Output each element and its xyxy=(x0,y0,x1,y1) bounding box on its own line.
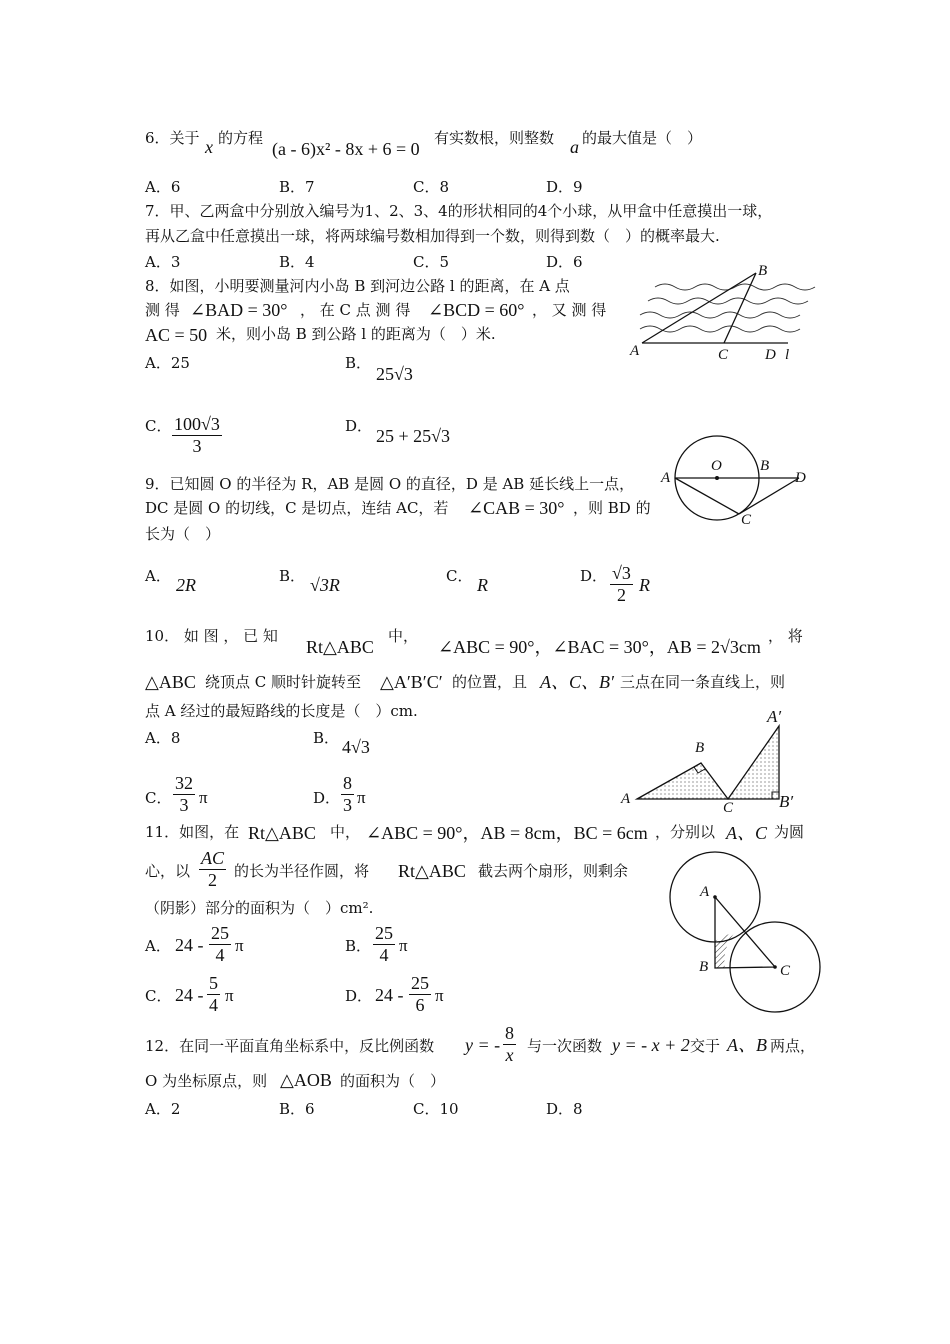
q7-option-c: C．5 xyxy=(413,253,450,271)
q12-denominator: x xyxy=(505,1045,514,1065)
q8-option-d-value: 25 + 25√3 xyxy=(376,426,451,446)
q8-option-b-label: B． xyxy=(345,354,372,372)
q8-line2-c: ， 又 测 得 xyxy=(532,301,607,319)
q6-equation: (a - 6)x² - 8x + 6 = 0 xyxy=(272,139,420,159)
q8-label-b: B xyxy=(758,263,768,279)
q11-option-b-denominator: 4 xyxy=(379,945,389,965)
q11-option-d-prefix: 24 - xyxy=(375,985,404,1005)
q9-line2-a: DC 是圆 O 的切线，C 是切点，连结 AC，若 xyxy=(145,499,449,517)
q10-label-a: A xyxy=(621,791,631,807)
q11-line1-d: 为圆 xyxy=(774,823,805,841)
q8-option-a: A．25 xyxy=(145,354,190,372)
q9-option-d-var: R xyxy=(639,575,650,595)
q12-numerator: 8 xyxy=(505,1023,514,1043)
q6-text-d: 的最大值是（ ） xyxy=(582,129,703,147)
q10-conditions: ∠ABC = 90°，∠BAC = 30°，AB = 2√3cm xyxy=(438,637,761,657)
q11-option-d-fraction xyxy=(409,973,431,1016)
q11-option-c-prefix: 24 - xyxy=(175,985,204,1005)
q11-line1-b: 中， xyxy=(330,823,361,841)
q9-option-d-label: D． xyxy=(580,567,608,585)
q9-center-dot xyxy=(715,476,719,480)
q10-option-c-fraction xyxy=(173,773,195,816)
q11-option-d-pi: π xyxy=(435,986,444,1005)
q9-lines xyxy=(675,478,799,514)
q11-line1-a: 11．如图，在 xyxy=(145,823,240,841)
q10-line3: 点 A 经过的最短路线的长度是（ ）cm. xyxy=(145,702,418,720)
q8-line1: 8．如图，小明要测量河内小岛 B 到河边公路 l 的距离，在 A 点 xyxy=(145,277,570,295)
q11-rt-triangle: Rt△ABC xyxy=(248,823,316,843)
q7-option-b: B．4 xyxy=(279,253,315,271)
q11-option-b-numerator: 25 xyxy=(375,923,393,943)
q7-line2: 再从乙盒中任意摸出一球，将两球编号数相加得到一个数，则得到数（ ）的概率最大. xyxy=(145,227,720,245)
q10-option-d-denominator: 3 xyxy=(343,795,352,815)
q9-label-b: B xyxy=(760,458,770,474)
q8-line2-a: 测 得 xyxy=(145,301,180,319)
q6-option-b: B．7 xyxy=(279,178,315,196)
q11-label-a: A xyxy=(700,884,710,900)
q11-option-a-fraction xyxy=(209,923,231,966)
q8-option-c-label: C． xyxy=(145,417,172,435)
q9-option-d-numerator: √3 xyxy=(612,563,631,583)
q9-line3: 长为（ ） xyxy=(145,525,221,543)
q10-option-c-pi: π xyxy=(199,788,208,807)
q11-option-d-denominator: 6 xyxy=(415,995,425,1015)
q11-option-c-numerator: 5 xyxy=(209,973,218,993)
q12-option-c: C．10 xyxy=(413,1100,459,1118)
q12-linear-function: y = - x + 2 xyxy=(612,1035,690,1055)
q10-line1-b: 中， xyxy=(388,627,419,645)
q11-label-c: C xyxy=(780,963,791,979)
q10-line1-c: ， 将 xyxy=(768,627,803,645)
q11-option-a-prefix: 24 - xyxy=(175,935,204,955)
q9-label-c: C xyxy=(741,512,752,528)
q12-triangle-aob: △AOB xyxy=(280,1070,332,1090)
q12-line1-b: 与一次函数 xyxy=(527,1037,603,1055)
q10-figure xyxy=(615,700,815,815)
q8-angle-bcd: ∠BCD = 60° xyxy=(428,300,525,320)
q11-option-a-label: A． xyxy=(145,937,171,955)
q11-option-a-denominator: 4 xyxy=(215,945,225,965)
q8-label-l: l xyxy=(785,347,790,363)
q11-line3: （阴影）部分的面积为（ ）cm². xyxy=(145,899,374,917)
q9-label-d: D xyxy=(795,470,806,486)
q6-text-b: 的方程 xyxy=(218,129,264,147)
q11-option-a-pi: π xyxy=(235,936,244,955)
q11-line1-c: ，分别以 xyxy=(655,823,716,841)
q10-option-b-label: B． xyxy=(313,729,340,747)
q11-conditions: ∠ABC = 90°，AB = 8cm，BC = 6cm xyxy=(366,823,648,843)
q12-reciprocal-fraction xyxy=(503,1023,516,1066)
q9-figure xyxy=(655,430,815,530)
q8-option-c-fraction xyxy=(172,414,222,457)
q9-option-a-value: 2R xyxy=(176,575,196,595)
q10-option-c-numerator: 32 xyxy=(175,773,193,793)
q9-angle-cab: ∠CAB = 30° xyxy=(468,498,565,518)
q10-label-b: B xyxy=(695,740,705,756)
q8-option-b-value: 25√3 xyxy=(376,364,413,384)
q9-option-d-denominator: 2 xyxy=(616,585,626,605)
q12-line1-a: 12．在同一平面直角坐标系中，反比例函数 xyxy=(145,1037,435,1055)
q12-line1-d: 两点， xyxy=(770,1037,816,1055)
q11-figure xyxy=(665,850,830,1015)
q12-line2-b: 的面积为（ ） xyxy=(340,1072,446,1090)
q11-line2-a: 心，以 xyxy=(145,862,191,880)
q8-line2-b: ， 在 C 点 测 得 xyxy=(300,301,411,319)
q11-option-c-label: C． xyxy=(145,987,172,1005)
q8-label-d: D xyxy=(765,347,776,363)
q6-option-d: D．9 xyxy=(546,178,583,196)
q9-line2-b: ，则 BD 的 xyxy=(573,499,651,517)
q11-option-c-fraction xyxy=(207,973,220,1016)
q11-line2-b: 的长为半径作圆，将 xyxy=(234,862,370,880)
q10-option-d-label: D． xyxy=(313,789,341,807)
q12-option-a: A．2 xyxy=(145,1100,181,1118)
q11-option-d-numerator: 25 xyxy=(411,973,429,993)
q10-label-c: C xyxy=(723,800,734,816)
q11-radius-fraction xyxy=(199,848,226,891)
q10-label-a-prime: A′ xyxy=(767,707,782,726)
q6-text-a: 6．关于 xyxy=(145,129,200,147)
q12-line1-c: 交于 xyxy=(690,1037,721,1055)
q11-option-b-label: B． xyxy=(345,937,372,955)
q8-label-a: A xyxy=(630,343,640,359)
q12-option-b: B．6 xyxy=(279,1100,315,1118)
q9-line1: 9．已知圆 O 的半径为 R，AB 是圆 O 的直径，D 是 AB 延长线上一点， xyxy=(145,475,635,493)
q8-figure xyxy=(620,255,810,370)
q10-option-d-pi: π xyxy=(357,788,366,807)
q11-option-b-pi: π xyxy=(399,936,408,955)
q8-ac-length: AC = 50 xyxy=(145,325,208,345)
q10-line2-b: 的位置，且 xyxy=(452,673,528,691)
q9-label-o: O xyxy=(711,458,722,474)
q10-option-c-denominator: 3 xyxy=(179,795,189,815)
q11-label-b: B xyxy=(699,959,709,975)
q8-line3-b: 米，则小岛 B 到公路 l 的距离为（ ）米. xyxy=(216,325,496,343)
q6-var-x: x xyxy=(205,137,213,157)
q6-var-a: a xyxy=(570,137,579,157)
q10-option-a: A．8 xyxy=(145,729,181,747)
q9-option-c-label: C． xyxy=(446,567,473,585)
q12-reciprocal-lhs: y = - xyxy=(465,1035,501,1055)
q10-line2-c: 三点在同一条直线上，则 xyxy=(620,673,786,691)
q6-text-c: 有实数根，则整数 xyxy=(434,129,555,147)
q10-triangle-rotated: △A′B′C′ xyxy=(380,672,443,692)
q7-option-d: D．6 xyxy=(546,253,583,271)
q8-option-c-numerator: 100√3 xyxy=(174,414,220,434)
q9-option-b-value: √3R xyxy=(310,575,340,595)
q11-radius-numerator: AC xyxy=(201,848,225,868)
q8-label-c: C xyxy=(718,347,729,363)
q11-option-b-fraction xyxy=(373,923,395,966)
q7-line1: 7．甲、乙两盒中分别放入编号为1、2、3、4的形状相同的4个小球，从甲盒中任意摸出一球， xyxy=(145,202,773,220)
q12-points-ab: A、B xyxy=(727,1035,767,1055)
q11-rt-triangle-2: Rt△ABC xyxy=(398,861,466,881)
q10-line2-a: 绕顶点 C 顺时针旋转至 xyxy=(205,673,362,691)
q10-option-b-value: 4√3 xyxy=(342,737,370,757)
q9-option-a-label: A． xyxy=(145,567,171,585)
q6-option-c: C．8 xyxy=(413,178,450,196)
q10-triangle-rotated-shape xyxy=(728,726,779,799)
q10-option-c-label: C． xyxy=(145,789,172,807)
q8-option-d-label: D． xyxy=(345,417,373,435)
q11-center-c xyxy=(773,965,777,969)
q10-option-d-numerator: 8 xyxy=(343,773,352,793)
q11-option-c-pi: π xyxy=(225,986,234,1005)
q10-triangle-abc: △ABC xyxy=(145,672,196,692)
q9-option-c-value: R xyxy=(477,575,488,595)
q11-radius-denominator: 2 xyxy=(208,870,217,890)
q10-line1-a: 10． 如 图 ， 已 知 xyxy=(145,627,278,645)
q11-line2-c: 截去两个扇形，则剩余 xyxy=(478,862,629,880)
q10-triangle-original xyxy=(637,763,728,799)
q9-label-a: A xyxy=(661,470,671,486)
q7-option-a: A．3 xyxy=(145,253,181,271)
q10-label-b-prime: B′ xyxy=(779,792,794,811)
q11-option-c-denominator: 4 xyxy=(209,995,218,1015)
q11-option-a-numerator: 25 xyxy=(211,923,229,943)
q9-option-d-fraction xyxy=(610,563,633,606)
q12-option-d: D．8 xyxy=(546,1100,583,1118)
q12-line2-a: O 为坐标原点，则 xyxy=(145,1072,268,1090)
q10-rt-triangle: Rt△ABC xyxy=(306,637,374,657)
q8-angle-bad: ∠BAD = 30° xyxy=(190,300,288,320)
q9-option-b-label: B． xyxy=(279,567,306,585)
q8-triangle-lines xyxy=(642,273,788,343)
q10-collinear-points: A、C、B′ xyxy=(540,672,614,692)
q11-center-a xyxy=(713,895,717,899)
q11-option-d-label: D． xyxy=(345,987,373,1005)
q8-option-c-denominator: 3 xyxy=(192,436,202,456)
q10-option-d-fraction xyxy=(341,773,354,816)
q11-centers: A、C xyxy=(726,823,768,843)
q6-option-a: A．6 xyxy=(145,178,181,196)
